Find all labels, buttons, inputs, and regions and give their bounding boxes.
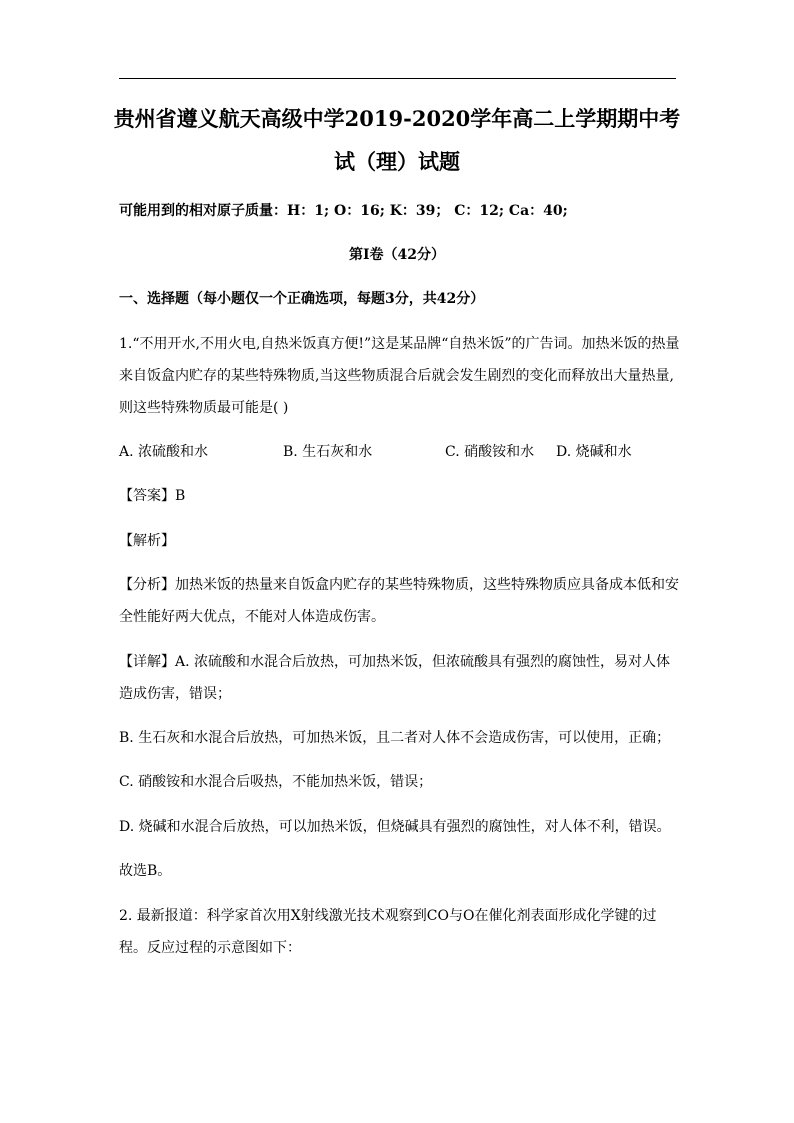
q1-analysis-line-2: 全性能好两大优点，不能对人体造成伤害。: [119, 609, 385, 625]
q1-option-b: B. 生石灰和水: [283, 444, 373, 460]
volume-label: 第I卷（42分）: [348, 247, 446, 263]
section-heading: 一、选择题（每小题仅一个正确选项，每题3分，共42分）: [119, 291, 485, 307]
atomic-mass-note: 可能用到的相对原子质量：H：1; O：16; K：39； C：12; Ca：40;: [119, 203, 568, 219]
q2-stem-line-2: 程。反应过程的示意图如下：: [119, 940, 301, 956]
page-title-line-1: 贵州省遵义航天高级中学2019-2020学年高二上学期期中考: [113, 106, 681, 131]
q1-option-c: C. 硝酸铵和水: [445, 444, 535, 460]
q1-detail-line-3: B. 生石灰和水混合后放热，可加热米饭，且二者对人体不会造成伤害，可以使用，正确；: [119, 730, 671, 746]
q1-detail-line-2: 造成伤害，错误；: [119, 686, 231, 702]
header-rule: [119, 78, 676, 79]
q1-detail-line-5: D. 烧碱和水混合后放热，可以加热米饭，但烧碱具有强烈的腐蚀性，对人体不利，错误。: [119, 819, 671, 835]
q1-option-d: D. 烧碱和水: [556, 444, 632, 460]
q1-stem-line-2: 来自饭盒内贮存的某些特殊物质,当这些物质混合后就会发生剧烈的变化而释放出大量热量,: [119, 368, 674, 384]
q1-stem-line-1: 1.“不用开水,不用火电,自热米饭真方便!”这是某品牌“自热米饭”的广告词。加热米饭的热量: [119, 336, 680, 352]
q1-answer: 【答案】B: [119, 488, 186, 504]
q1-analysis-line-1: 【分析】加热米饭的热量来自饭盒内贮存的某些特殊物质，这些特殊物质应具备成本低和安: [119, 577, 679, 593]
page-title-line-2: 试（理）试题: [334, 149, 460, 174]
q1-jiexi-label: 【解析】: [119, 533, 175, 549]
q2-stem-line-1: 2. 最新报道：科学家首次用X射线激光技术观察到CO与O在催化剂表面形成化学键的过: [119, 908, 657, 924]
q1-detail-line-4: C. 硝酸铵和水混合后吸热，不能加热米饭，错误；: [119, 774, 433, 790]
q1-stem-line-3: 则这些特殊物质最可能是( ): [119, 400, 289, 416]
q1-option-a: A. 浓硫酸和水: [119, 444, 209, 460]
q1-conclusion: 故选B。: [119, 863, 172, 879]
q1-detail-line-1: 【详解】A. 浓硫酸和水混合后放热，可加热米饭，但浓硫酸具有强烈的腐蚀性，易对人体: [119, 654, 671, 670]
